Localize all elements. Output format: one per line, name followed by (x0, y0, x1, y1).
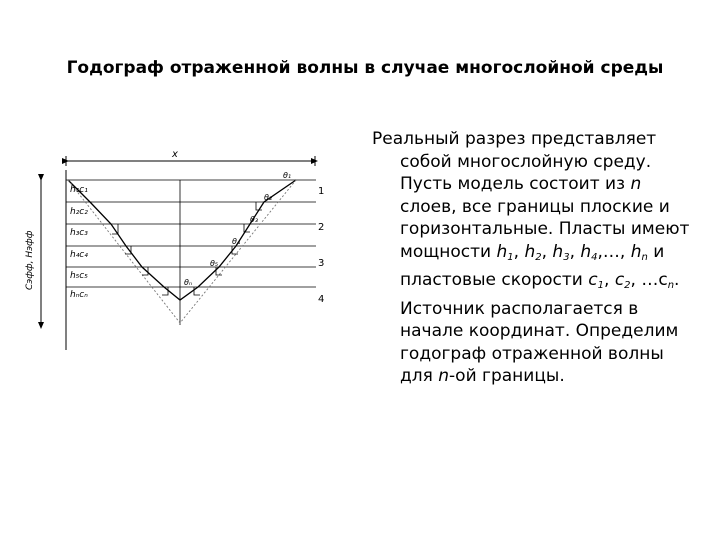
layer-label-4: h₄c₄ (70, 250, 88, 260)
slide-title: Годограф отраженной волны в случае многослойной среды (66, 58, 664, 78)
depth-axis-label: Cэфф, Hэфф (25, 230, 35, 290)
boundary-number-2: 2 (318, 222, 325, 233)
description-text (372, 128, 694, 388)
layer-label-2: h₂c₂ (70, 207, 88, 217)
angle-label-5: θ₅ (210, 259, 219, 268)
layer-label-1: h₁c₁ (70, 185, 88, 195)
angle-label-2: θ₂ (264, 193, 273, 202)
straight-ray-approximation (68, 180, 296, 323)
layer-label-n: hₙcₙ (70, 290, 88, 300)
boundary-number-3: 3 (318, 258, 325, 269)
layer-label-3: h₃c₃ (70, 228, 88, 238)
layered-medium-diagram (18, 140, 363, 370)
boundary-number-4: 4 (318, 294, 325, 305)
ray-path (68, 180, 296, 300)
angle-label-1: θ₁ (283, 171, 292, 180)
layer-label-5: h₅c₅ (70, 271, 88, 281)
angle-label-4: θ₄ (232, 237, 241, 246)
description-paragraph: Реальный разрез представляет собой многослойную среду. Пусть модель состоит из n слоев, все границы плоские и горизонтальные. Пласты имеют мощности $h_1$, $h_2$, $h_3$, $h_4,\dots$, $h_n$ и пластовые скорости $c_1$, $c_2$, $\dots c_n$. Источник располагается в начале координат. Определим годограф отраженной волны для n-ой границы. (372, 129, 690, 386)
angle-label-3: θ₃ (250, 215, 259, 224)
boundary-number-1: 1 (318, 186, 325, 197)
x-label: x (172, 149, 178, 160)
angle-label-n: θₙ (184, 278, 193, 287)
